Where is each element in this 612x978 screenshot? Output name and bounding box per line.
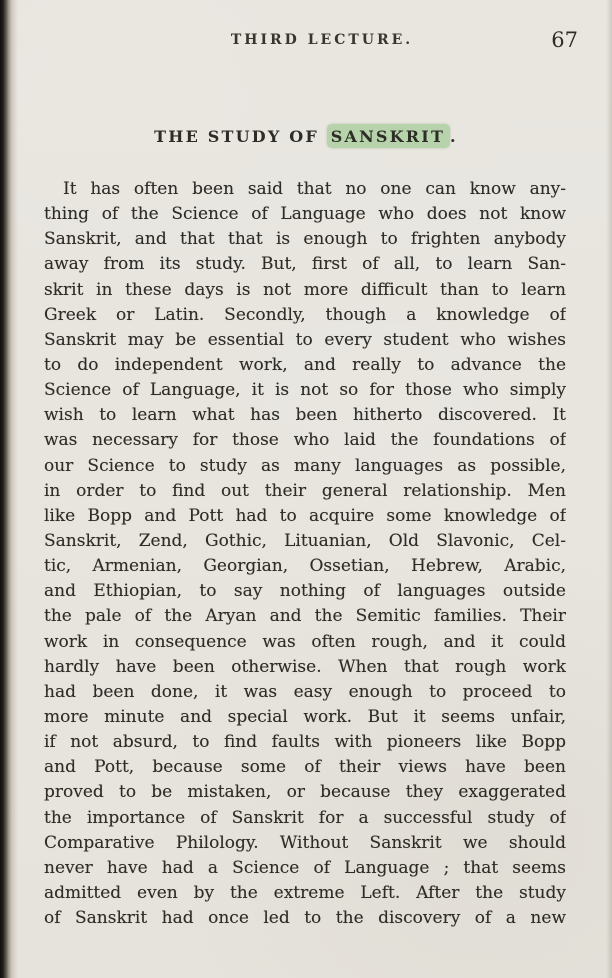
text-line: and Pott, because some of their views have been — [44, 757, 566, 778]
text-line: to do independent work, and really to advance the — [44, 354, 566, 375]
running-header — [44, 28, 582, 56]
section-title-suffix: . — [450, 127, 458, 146]
page-number: 67 — [551, 28, 578, 52]
text-line: in order to find out their general relationship. Men — [44, 480, 566, 501]
text-line: admitted even by the extreme Left. After the study — [44, 882, 566, 903]
text-line: Science of Language, it is not so for those who simply — [44, 380, 566, 401]
text-line: hardly have been otherwise. When that rough work — [44, 656, 566, 677]
section-title — [0, 127, 612, 146]
text-line: skrit in these days is not more difficult than to learn — [44, 279, 566, 300]
text-line: work in consequence was often rough, and it could — [44, 631, 566, 652]
text-line: had been done, it was easy enough to proceed to — [44, 681, 566, 702]
running-title: THIRD LECTURE. — [230, 32, 414, 48]
text-line: Greek or Latin. Secondly, though a knowledge of — [44, 304, 566, 325]
text-line: tic, Armenian, Georgian, Ossetian, Hebrew, Arabic, — [44, 556, 566, 577]
text-line: of Sanskrit had once led to the discovery of a new — [44, 908, 566, 929]
text-line: proved to be mistaken, or because they exaggerated — [44, 782, 566, 803]
text-line: Sanskrit may be essential to every student who wishes — [44, 329, 566, 350]
text-line: more minute and special work. But it seems unfair, — [44, 706, 566, 727]
text-line: like Bopp and Pott had to acquire some knowledge of — [44, 505, 566, 526]
text-line: Comparative Philology. Without Sanskrit we should — [44, 832, 566, 853]
text-line: and Ethiopian, to say nothing of languages outside — [44, 581, 566, 602]
text-line: never have had a Science of Language ; that seems — [44, 857, 566, 878]
scan-edge-left — [0, 0, 18, 978]
text-line: the importance of Sanskrit for a successful study of — [44, 807, 566, 828]
text-line: wish to learn what has been hitherto discovered. It — [44, 405, 566, 426]
text-line: Sanskrit, and that that is enough to frighten anybody — [44, 229, 566, 250]
text-line: was necessary for those who laid the foundations of — [44, 430, 566, 451]
text-line: away from its study. But, first of all, to learn San- — [44, 254, 566, 275]
body-text — [44, 177, 566, 931]
scan-edge-right — [606, 0, 612, 978]
section-title-prefix: THE STUDY OF — [154, 127, 327, 146]
text-line: Sanskrit, Zend, Gothic, Lituanian, Old Slavonic, Cel- — [44, 530, 566, 551]
text-line: It has often been said that no one can know any- — [63, 179, 566, 199]
text-line: our Science to study as many languages as possible, — [44, 455, 566, 476]
title-highlight: SANSKRIT — [327, 124, 450, 148]
text-line: the pale of the Aryan and the Semitic families. Their — [44, 606, 566, 627]
text-line: if not absurd, to find faults with pioneers like Bopp — [44, 732, 566, 753]
text-line: thing of the Science of Language who does not know — [44, 204, 566, 225]
